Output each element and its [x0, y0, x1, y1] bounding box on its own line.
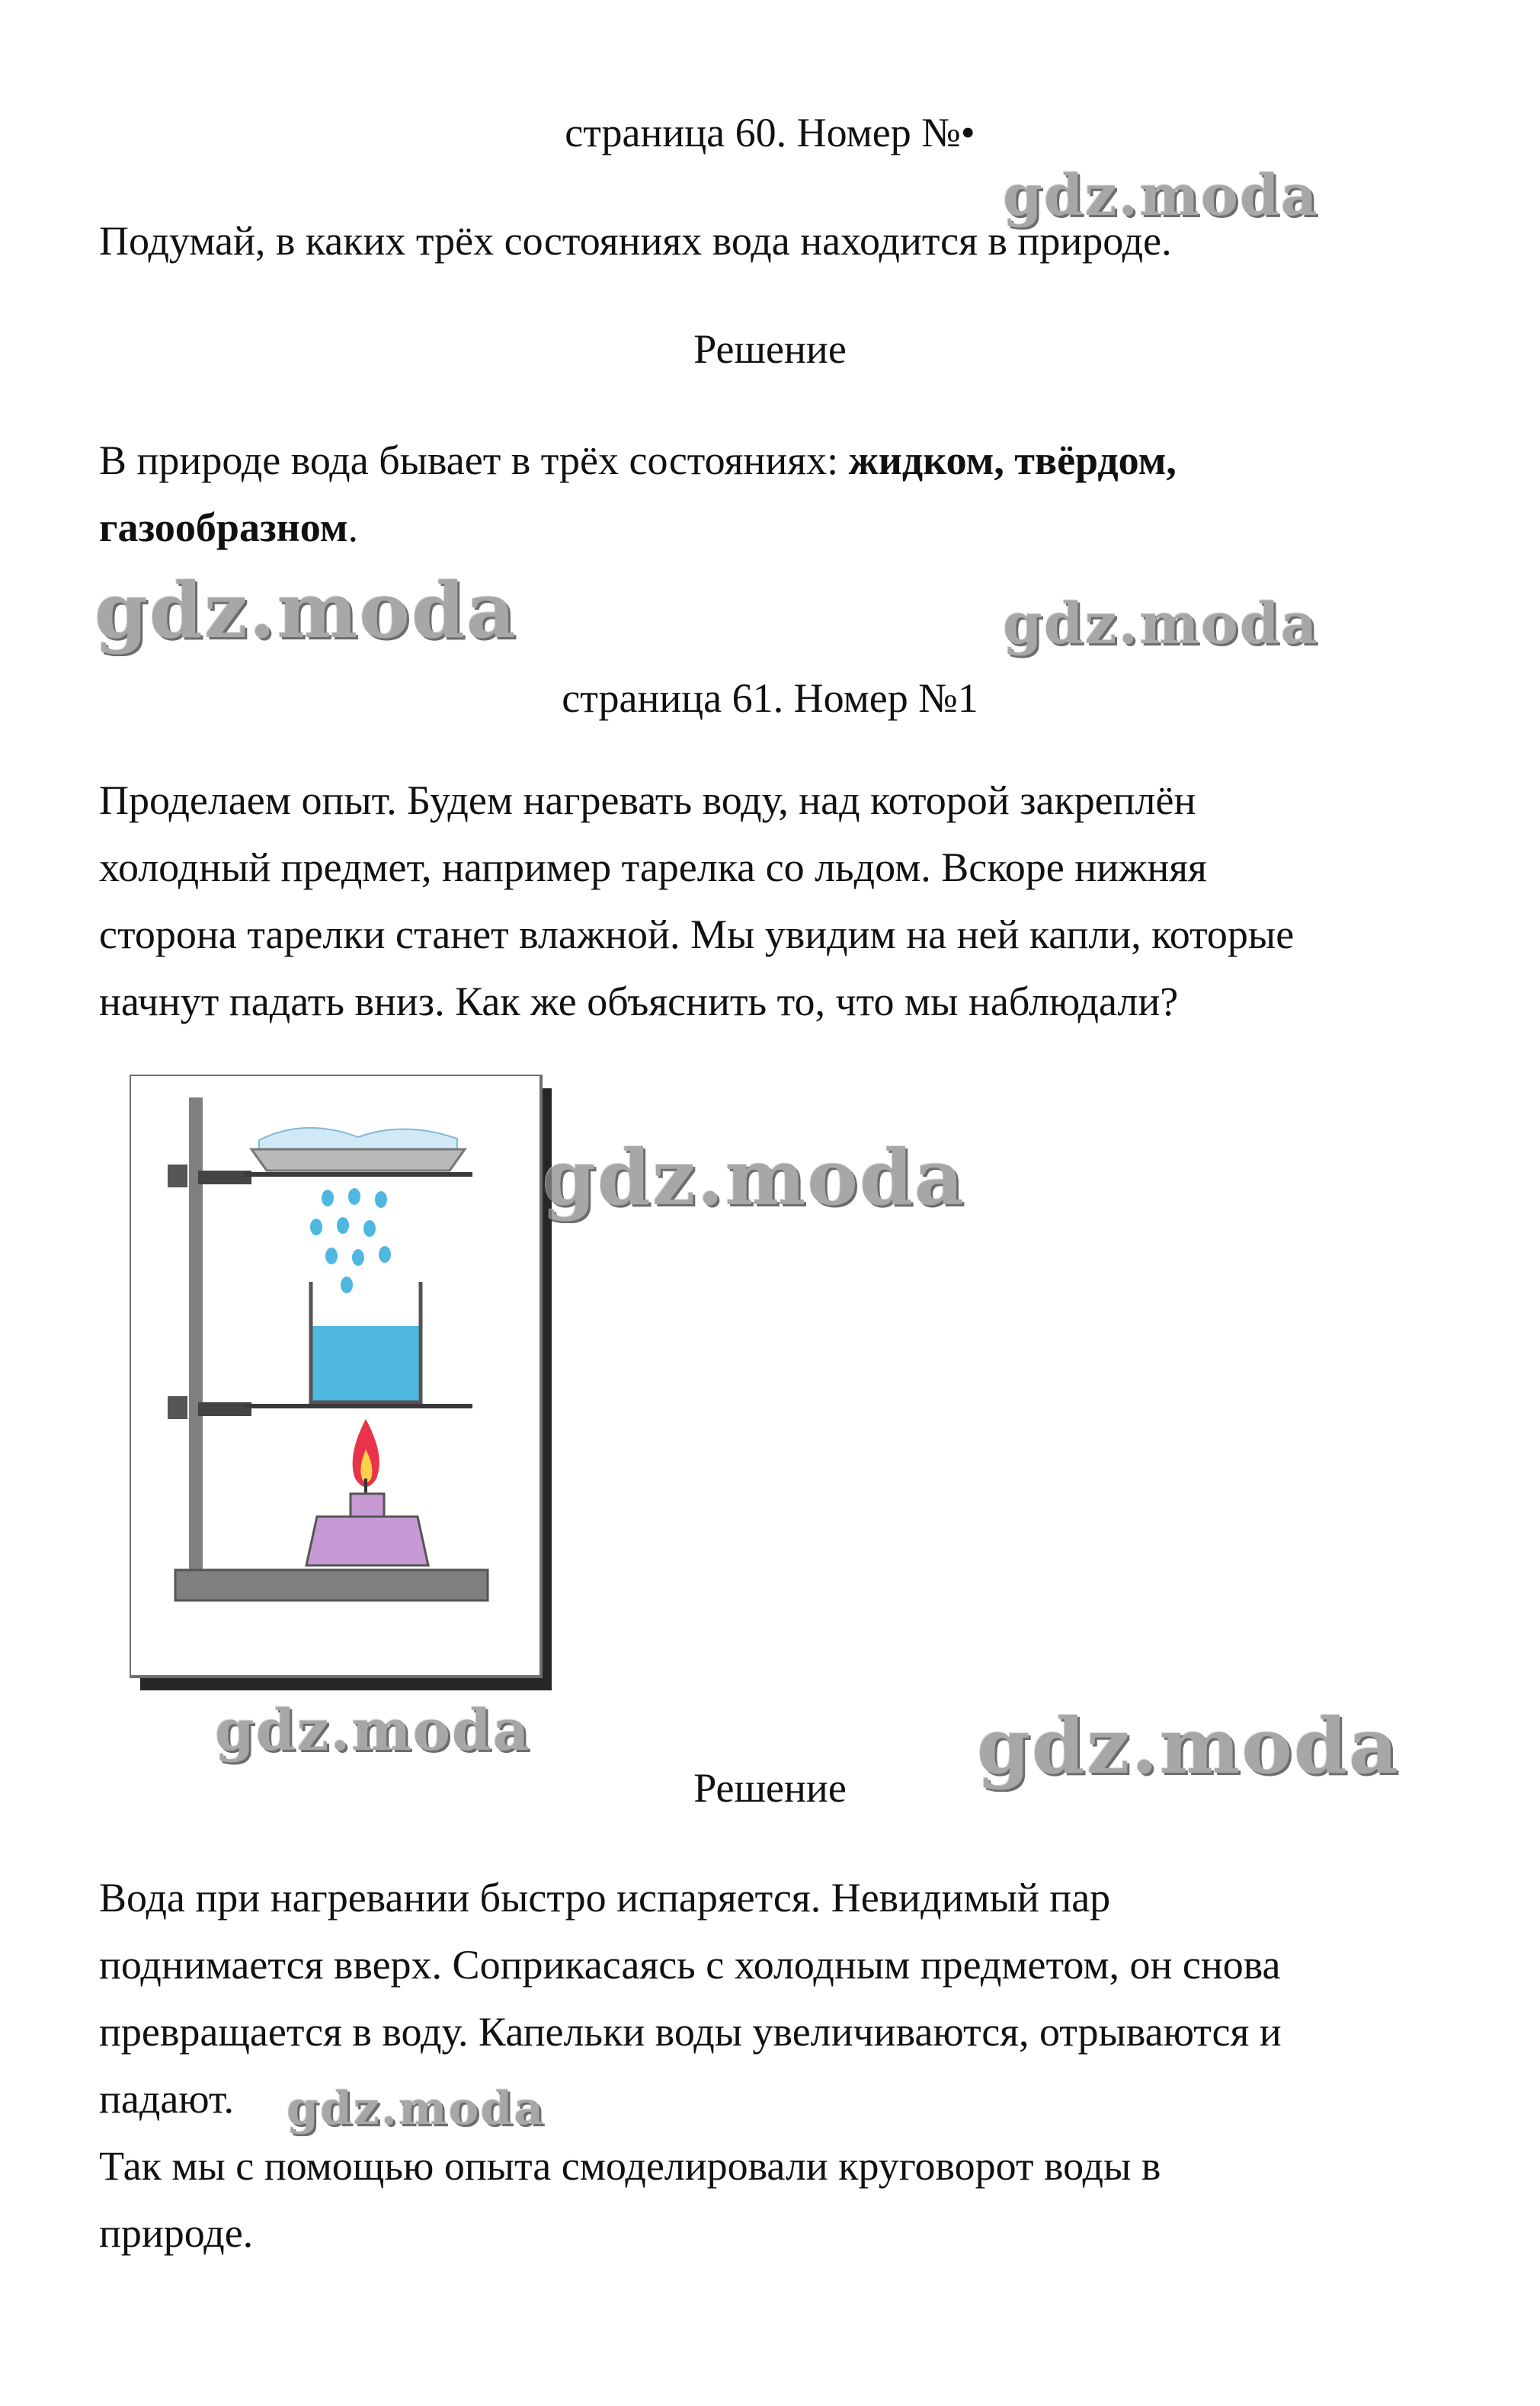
watermark: gdz.moda: [287, 2082, 546, 2135]
lower-clamp-screw: [168, 1396, 187, 1419]
heading-page-60: страница 60. Номер №•: [565, 110, 975, 155]
question-line: холодный предмет, например тарелка со льдом. Вскоре нижняя: [99, 844, 1207, 890]
watermark: gdz.moda: [1003, 163, 1319, 229]
answer-line: природе.: [99, 2210, 254, 2256]
question-line: Проделаем опыт. Будем нагревать воду, над которой закреплён: [99, 777, 1196, 823]
answer-bold-states: жидком, твёрдом,: [848, 437, 1177, 483]
plate: [251, 1149, 465, 1171]
question-line: сторона тарелки станет влажной. Мы увидим на ней капли, которые: [99, 911, 1295, 957]
answer-line: Так мы с помощью опыта смоделировали круговорот воды в: [99, 2143, 1161, 2189]
answer-line: поднимается вверх. Соприкасаясь с холодным предметом, он снова: [99, 1942, 1281, 1988]
answer-end: .: [347, 505, 359, 550]
watermark: gdz.moda: [94, 565, 517, 655]
upper-shelf: [244, 1172, 472, 1177]
watermark: gdz.moda: [1003, 591, 1319, 657]
answer-line: падают.: [99, 2076, 234, 2122]
answer-line: превращается в воду. Капельки воды увеличиваются, отрываются и: [99, 2009, 1282, 2055]
lower-clamp: [198, 1402, 251, 1416]
heading-page-61: страница 61. Номер №1: [562, 675, 978, 721]
question-line: начнут падать вниз. Как же объяснить то, что мы наблюдали?: [99, 979, 1179, 1024]
burner-neck: [351, 1494, 384, 1517]
answer-line-2: [99, 494, 358, 561]
answer-bold-gas: газообразном: [99, 505, 348, 550]
beaker-water: [312, 1326, 419, 1402]
upper-clamp: [198, 1171, 251, 1184]
stand-base: [175, 1570, 488, 1600]
watermark: gdz.moda: [977, 1701, 1400, 1791]
answer-line: Вода при нагревании быстро испаряется. Невидимый пар: [99, 1875, 1111, 1921]
burner-body: [306, 1517, 428, 1565]
solution-label: Решение: [693, 326, 847, 372]
answer-prefix: В природе вода бывает в трёх состояниях:: [99, 437, 849, 483]
experiment-illustration: [130, 1075, 564, 1700]
answer-line-1: [99, 427, 1177, 494]
upper-clamp-screw: [168, 1165, 187, 1187]
lower-shelf: [244, 1404, 472, 1408]
question-text: Подумай, в каких трёх состояниях вода находится в природе.: [99, 218, 1172, 264]
solution-label-2: Решение: [693, 1765, 847, 1811]
watermark: gdz.moda: [215, 1698, 531, 1764]
watermark: gdz.moda: [543, 1133, 965, 1222]
